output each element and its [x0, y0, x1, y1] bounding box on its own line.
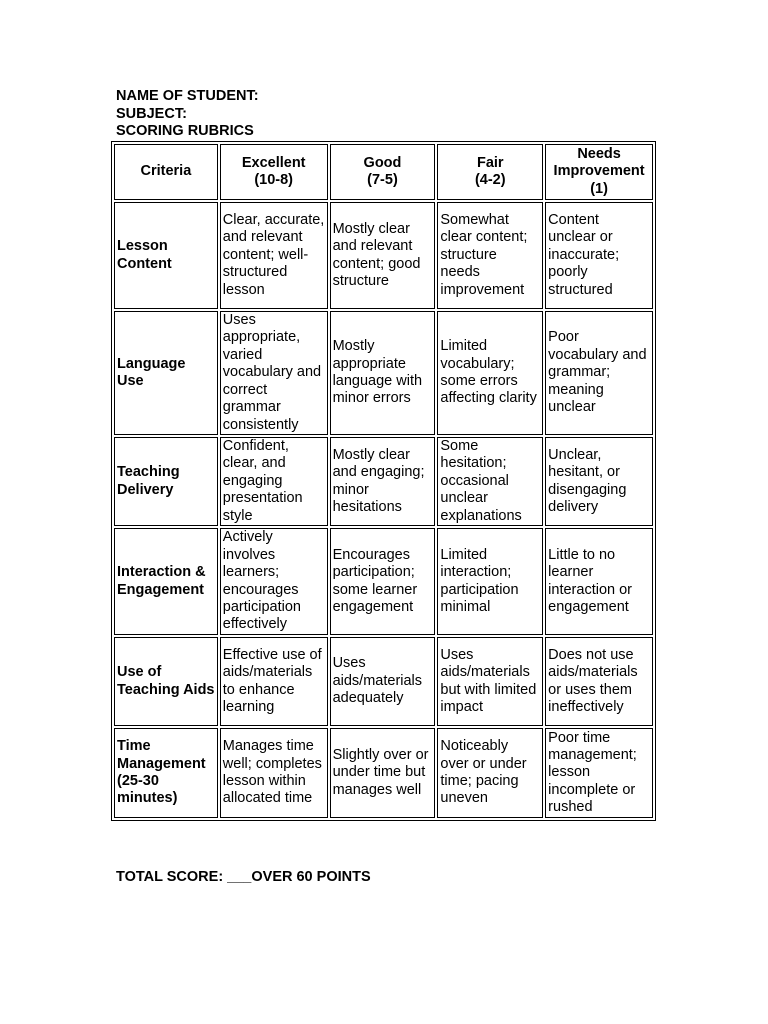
- column-header-line: Excellent: [241, 154, 306, 171]
- column-header-line: Improvement: [553, 163, 645, 180]
- fair-cell: Limited vocabulary; some errors affecting clarity: [437, 311, 543, 435]
- good-cell: Encourages participation; some learner engagement: [330, 528, 436, 635]
- column-header-line: Good: [363, 154, 402, 171]
- document-header: [116, 88, 259, 141]
- good-cell: Mostly clear and relevant content; good structure: [330, 202, 436, 309]
- table-row: [114, 528, 653, 635]
- criteria-cell: Language Use: [114, 311, 218, 435]
- table-row: [114, 637, 653, 726]
- excellent-cell: Manages time well; completes lesson within allocated time: [220, 728, 328, 818]
- column-header-line: Criteria: [140, 163, 192, 180]
- fair-cell: Somewhat clear content; structure needs improvement: [437, 202, 543, 309]
- criteria-cell: Time Management (25-30 minutes): [114, 728, 218, 818]
- table-header-row: [114, 144, 653, 200]
- scoring-rubric-table: [111, 141, 656, 821]
- column-header-criteria: [114, 144, 218, 200]
- criteria-cell: Use of Teaching Aids: [114, 637, 218, 726]
- column-header-line: (7-5): [367, 172, 398, 188]
- rubric-title: SCORING RUBRICS: [116, 123, 254, 139]
- subject-label: SUBJECT:: [116, 105, 187, 122]
- column-header-good: [330, 144, 436, 200]
- table-row: [114, 728, 653, 818]
- needs-improvement-cell: Content unclear or inaccurate; poorly structured: [545, 202, 653, 309]
- good-cell: Mostly appropriate language with minor errors: [330, 311, 436, 435]
- excellent-cell: Clear, accurate, and relevant content; well-structured lesson: [220, 202, 328, 309]
- column-header-line: (4-2): [474, 172, 506, 188]
- good-cell: Slightly over or under time but manages well: [330, 728, 436, 818]
- good-cell: Mostly clear and engaging; minor hesitations: [330, 437, 436, 526]
- excellent-cell: Actively involves learners; encourages participation effectively: [220, 528, 328, 635]
- excellent-cell: Effective use of aids/materials to enhance learning: [220, 637, 328, 726]
- excellent-cell: Uses appropriate, varied vocabulary and correct grammar consistently: [220, 311, 328, 435]
- table-row: [114, 202, 653, 309]
- fair-cell: Limited interaction; participation minimal: [437, 528, 543, 635]
- column-header-line: Needs: [577, 145, 621, 162]
- good-cell: Uses aids/materials adequately: [330, 637, 436, 726]
- fair-cell: Uses aids/materials but with limited impact: [437, 637, 543, 726]
- needs-improvement-cell: Poor time management; lesson incomplete or rushed: [545, 728, 653, 818]
- needs-improvement-cell: Little to no learner interaction or engagement: [545, 528, 653, 635]
- needs-improvement-cell: Does not use aids/materials or uses them ineffectively: [545, 637, 653, 726]
- table-row: [114, 437, 653, 526]
- fair-cell: Noticeably over or under time; pacing uneven: [437, 728, 543, 818]
- column-header-fair: [437, 144, 543, 200]
- criteria-cell: Teaching Delivery: [114, 437, 218, 526]
- column-header-line: (1): [590, 180, 608, 197]
- table-row: [114, 311, 653, 435]
- fair-cell: Some hesitation; occasional unclear explanations: [437, 437, 543, 526]
- criteria-cell: Lesson Content: [114, 202, 218, 309]
- criteria-cell: Interaction & Engagement: [114, 528, 218, 635]
- needs-improvement-cell: Unclear, hesitant, or disengaging delivery: [545, 437, 653, 526]
- excellent-cell: Confident, clear, and engaging presentation style: [220, 437, 328, 526]
- column-header-excellent: [220, 144, 328, 200]
- column-header-needs-improvement: [545, 144, 653, 200]
- column-header-line: (10-8): [254, 172, 294, 188]
- total-score-line: TOTAL SCORE: ___OVER 60 POINTS: [116, 869, 371, 885]
- column-header-line: Fair: [476, 154, 504, 171]
- needs-improvement-cell: Poor vocabulary and grammar; meaning unclear: [545, 311, 653, 435]
- student-name-label: NAME OF STUDENT:: [116, 88, 259, 104]
